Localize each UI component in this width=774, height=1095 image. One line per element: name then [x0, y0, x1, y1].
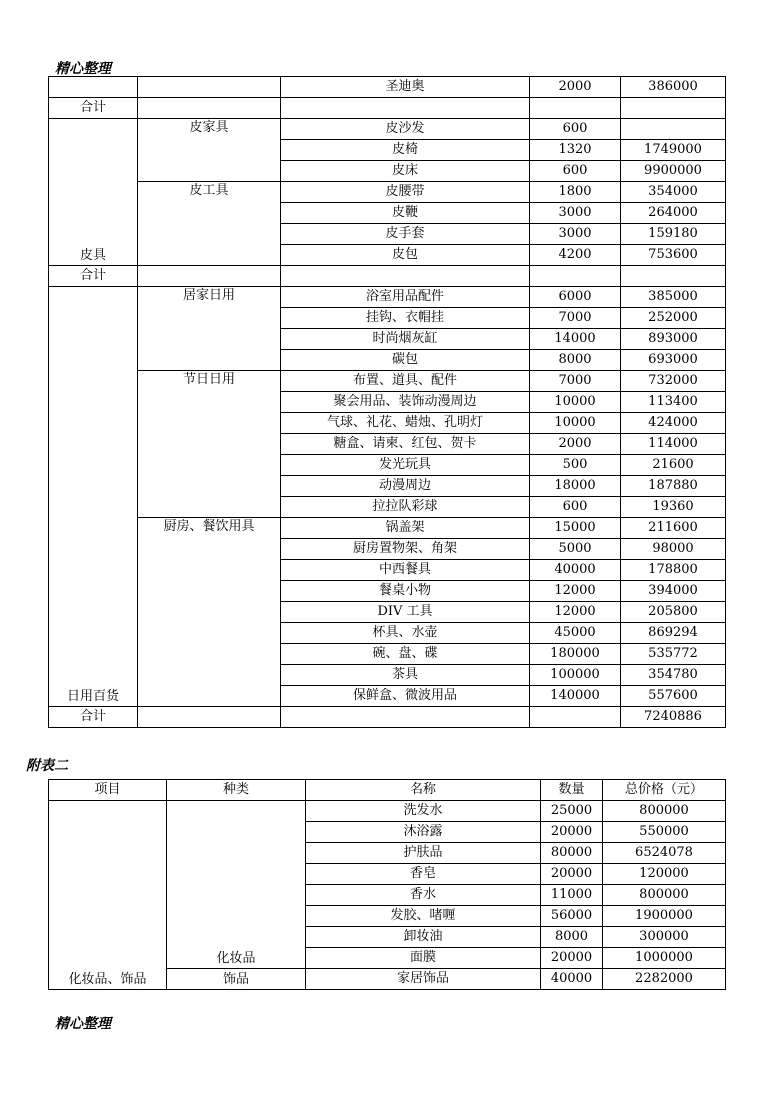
qty-cell: 45000: [530, 623, 621, 644]
price-cell: 550000: [603, 822, 726, 843]
qty-cell: 56000: [541, 906, 603, 927]
name-cell: 护肤品: [306, 843, 541, 864]
kind-cell: 饰品: [167, 969, 306, 990]
qty-cell: 40000: [541, 969, 603, 990]
price-cell: 98000: [621, 539, 726, 560]
name-cell: 动漫周边: [281, 476, 530, 497]
appendix2-table: [48, 779, 726, 990]
price-cell: 893000: [621, 329, 726, 350]
empty-cell: [138, 707, 281, 728]
price-cell: 385000: [621, 287, 726, 308]
qty-cell: 5000: [530, 539, 621, 560]
name-cell: 厨房置物架、角架: [281, 539, 530, 560]
table-row: [49, 518, 726, 539]
total-label: 合计: [49, 266, 138, 287]
name-cell: 挂钩、衣帽挂: [281, 308, 530, 329]
price-cell: 120000: [603, 864, 726, 885]
qty-cell: 18000: [530, 476, 621, 497]
name-cell: 布置、道具、配件: [281, 371, 530, 392]
name-cell: 碳包: [281, 350, 530, 371]
kind-cell: 化妆品: [167, 801, 306, 969]
qty-cell: 600: [530, 119, 621, 140]
name-cell: 碗、盘、碟: [281, 644, 530, 665]
qty-cell: 3000: [530, 203, 621, 224]
name-cell: 拉拉队彩球: [281, 497, 530, 518]
empty-cell: [530, 98, 621, 119]
item-cell: 日用百货: [49, 287, 138, 707]
empty-cell: [138, 98, 281, 119]
total-price: 7240886: [621, 707, 726, 728]
price-cell: 1900000: [603, 906, 726, 927]
qty-cell: 80000: [541, 843, 603, 864]
qty-cell: 140000: [530, 686, 621, 707]
table-row: [49, 801, 726, 822]
name-cell: 皮椅: [281, 140, 530, 161]
qty-cell: 8000: [541, 927, 603, 948]
price-cell: 869294: [621, 623, 726, 644]
kind-cell: 皮工具: [138, 182, 281, 266]
qty-cell: 1320: [530, 140, 621, 161]
table-row: [49, 182, 726, 203]
name-cell: 时尚烟灰缸: [281, 329, 530, 350]
inventory-table-1: [48, 76, 726, 728]
name-cell: 聚会用品、装饰动漫周边: [281, 392, 530, 413]
qty-cell: 40000: [530, 560, 621, 581]
price-cell: 300000: [603, 927, 726, 948]
qty-cell: 15000: [530, 518, 621, 539]
header-price: 总价格（元）: [603, 780, 726, 801]
name-cell: 皮腰带: [281, 182, 530, 203]
name-cell: 皮鞭: [281, 203, 530, 224]
qty-cell: 20000: [541, 864, 603, 885]
qty-cell: 12000: [530, 602, 621, 623]
kind-cell: 居家日用: [138, 287, 281, 371]
price-cell: 800000: [603, 801, 726, 822]
name-cell: 卸妆油: [306, 927, 541, 948]
name-cell: 浴室用品配件: [281, 287, 530, 308]
name-cell: 皮包: [281, 245, 530, 266]
qty-cell: 3000: [530, 224, 621, 245]
qty-cell: 7000: [530, 308, 621, 329]
total-price: [621, 98, 726, 119]
name-cell: 沐浴露: [306, 822, 541, 843]
name-cell: 圣迪奥: [281, 77, 530, 98]
qty-cell: 1800: [530, 182, 621, 203]
qty-cell: 2000: [530, 434, 621, 455]
item-cell: 化妆品、饰品: [49, 801, 167, 990]
name-cell: 餐桌小物: [281, 581, 530, 602]
appendix2-header-row: [49, 780, 726, 801]
name-cell: 保鲜盒、微波用品: [281, 686, 530, 707]
kind-cell: [138, 77, 281, 98]
name-cell: 发胶、啫喱: [306, 906, 541, 927]
price-cell: 800000: [603, 885, 726, 906]
name-cell: 糖盒、请柬、红包、贺卡: [281, 434, 530, 455]
qty-cell: 4200: [530, 245, 621, 266]
price-cell: 386000: [621, 77, 726, 98]
price-cell: 187880: [621, 476, 726, 497]
kind-cell: 节日日用: [138, 371, 281, 518]
kind-cell: 皮家具: [138, 119, 281, 182]
qty-cell: 7000: [530, 371, 621, 392]
name-cell: 中西餐具: [281, 560, 530, 581]
empty-cell: [281, 707, 530, 728]
price-cell: 21600: [621, 455, 726, 476]
name-cell: 香水: [306, 885, 541, 906]
item-cell: [49, 77, 138, 98]
header-name: 名称: [306, 780, 541, 801]
empty-cell: [530, 266, 621, 287]
qty-cell: 6000: [530, 287, 621, 308]
qty-cell: 11000: [541, 885, 603, 906]
appendix2-title: 附表二: [26, 758, 68, 774]
qty-cell: 8000: [530, 350, 621, 371]
total-label: 合计: [49, 707, 138, 728]
qty-cell: 2000: [530, 77, 621, 98]
table-row: [49, 119, 726, 140]
name-cell: 皮手套: [281, 224, 530, 245]
name-cell: 香皂: [306, 864, 541, 885]
qty-cell: 20000: [541, 822, 603, 843]
name-cell: 锅盖架: [281, 518, 530, 539]
header-qty: 数量: [541, 780, 603, 801]
kind-cell: 厨房、餐饮用具: [138, 518, 281, 707]
table-row: [49, 77, 726, 98]
name-cell: 气球、礼花、蜡烛、孔明灯: [281, 413, 530, 434]
price-cell: 9900000: [621, 161, 726, 182]
header-kind: 种类: [167, 780, 306, 801]
total-row: [49, 266, 726, 287]
price-cell: 1000000: [603, 948, 726, 969]
name-cell: 杯具、水壶: [281, 623, 530, 644]
qty-cell: 14000: [530, 329, 621, 350]
name-cell: DIV 工具: [281, 602, 530, 623]
empty-cell: [530, 707, 621, 728]
qty-cell: 500: [530, 455, 621, 476]
qty-cell: 100000: [530, 665, 621, 686]
name-cell: 家居饰品: [306, 969, 541, 990]
name-cell: 洗发水: [306, 801, 541, 822]
name-cell: 茶具: [281, 665, 530, 686]
price-cell: 252000: [621, 308, 726, 329]
price-cell: 113400: [621, 392, 726, 413]
table-row: [49, 287, 726, 308]
price-cell: 354780: [621, 665, 726, 686]
price-cell: 693000: [621, 350, 726, 371]
qty-cell: 600: [530, 161, 621, 182]
header-top: 精心整理: [55, 61, 111, 77]
total-label: 合计: [49, 98, 138, 119]
price-cell: 114000: [621, 434, 726, 455]
price-cell: 159180: [621, 224, 726, 245]
price-cell: [621, 119, 726, 140]
qty-cell: 180000: [530, 644, 621, 665]
name-cell: 皮床: [281, 161, 530, 182]
price-cell: 557600: [621, 686, 726, 707]
header-bottom: 精心整理: [55, 1016, 111, 1032]
qty-cell: 12000: [530, 581, 621, 602]
qty-cell: 10000: [530, 392, 621, 413]
price-cell: 535772: [621, 644, 726, 665]
total-row: [49, 707, 726, 728]
total-row: [49, 98, 726, 119]
price-cell: 264000: [621, 203, 726, 224]
price-cell: 732000: [621, 371, 726, 392]
price-cell: 205800: [621, 602, 726, 623]
name-cell: 发光玩具: [281, 455, 530, 476]
price-cell: 19360: [621, 497, 726, 518]
table-row: [49, 371, 726, 392]
price-cell: 1749000: [621, 140, 726, 161]
price-cell: 2282000: [603, 969, 726, 990]
empty-cell: [281, 266, 530, 287]
total-price: [621, 266, 726, 287]
empty-cell: [138, 266, 281, 287]
name-cell: 皮沙发: [281, 119, 530, 140]
name-cell: 面膜: [306, 948, 541, 969]
price-cell: 354000: [621, 182, 726, 203]
qty-cell: 25000: [541, 801, 603, 822]
price-cell: 394000: [621, 581, 726, 602]
price-cell: 6524078: [603, 843, 726, 864]
qty-cell: 600: [530, 497, 621, 518]
empty-cell: [281, 98, 530, 119]
price-cell: 424000: [621, 413, 726, 434]
price-cell: 753600: [621, 245, 726, 266]
header-item: 项目: [49, 780, 167, 801]
qty-cell: 10000: [530, 413, 621, 434]
item-cell: 皮具: [49, 119, 138, 266]
price-cell: 178800: [621, 560, 726, 581]
price-cell: 211600: [621, 518, 726, 539]
qty-cell: 20000: [541, 948, 603, 969]
